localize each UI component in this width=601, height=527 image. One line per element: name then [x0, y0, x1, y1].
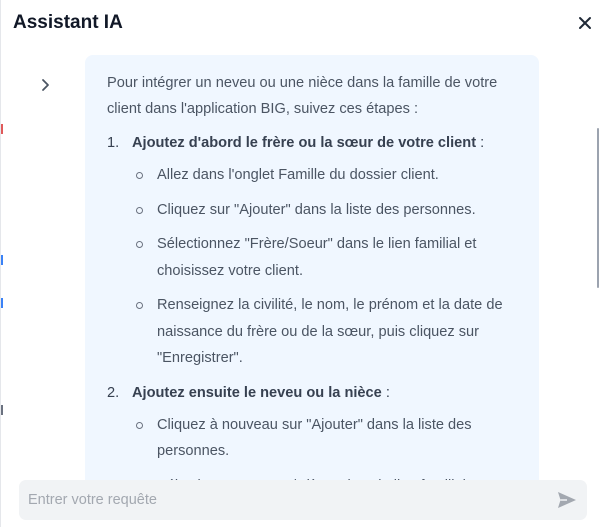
substep — [132, 292, 523, 372]
step-heading-suffix: : — [381, 384, 390, 401]
substep — [132, 162, 523, 189]
bullet-icon — [136, 241, 143, 248]
step-number: 1. — [107, 135, 120, 151]
panel-title: Assistant IA — [13, 12, 123, 33]
bullet-icon — [136, 422, 143, 429]
chat-area[interactable] — [13, 55, 589, 463]
step-number: 2. — [107, 384, 120, 401]
step-heading — [132, 380, 523, 406]
bullet-icon — [136, 302, 143, 309]
step-1 — [107, 130, 523, 372]
bullet-icon — [136, 207, 143, 214]
step-heading-text: Ajoutez ensuite le neveu ou la nièce — [132, 384, 382, 401]
message-intro: Pour intégrer un neveu ou une nièce dans la famille de votre client dans l'application BIG, suivez ces étapes : — [107, 75, 498, 117]
close-button[interactable] — [575, 13, 595, 33]
panel-header — [13, 10, 601, 40]
step-substeps — [132, 162, 523, 372]
step-heading-suffix: : — [476, 135, 485, 151]
substep-text: Allez dans l'onglet Famille du dossier client. — [157, 167, 439, 183]
edge-mark — [1, 298, 3, 308]
bullet-icon — [136, 172, 143, 179]
edge-mark — [1, 405, 3, 415]
step-heading-text: Ajoutez d'abord le frère ou la sœur de votre client — [132, 135, 477, 151]
step-heading — [132, 130, 523, 156]
query-input-container — [19, 480, 587, 520]
substep-text: Renseignez la civilité, le nom, le prénom et la date de naissance du frère ou de la sœur, puis cliquez sur "Enregistrer". — [157, 297, 503, 366]
assistant-message — [85, 55, 539, 495]
edge-mark — [1, 255, 3, 265]
substep — [132, 412, 523, 465]
substep — [132, 197, 523, 224]
expand-message-button[interactable] — [35, 75, 55, 95]
substep — [132, 231, 523, 284]
send-button[interactable] — [556, 490, 578, 510]
substep-text: Sélectionnez "Frère/Soeur" dans le lien familial et choisissez votre client. — [157, 236, 477, 279]
close-icon — [578, 16, 592, 30]
substep-text: Cliquez sur "Ajouter" dans la liste des personnes. — [157, 201, 476, 218]
edge-mark — [1, 124, 3, 134]
chevron-right-icon — [40, 78, 50, 92]
query-input[interactable] — [19, 480, 539, 520]
substep-text: Cliquez à nouveau sur "Ajouter" dans la liste des personnes. — [157, 416, 472, 459]
chat-scrollbar[interactable] — [597, 128, 599, 288]
send-icon — [557, 491, 577, 509]
